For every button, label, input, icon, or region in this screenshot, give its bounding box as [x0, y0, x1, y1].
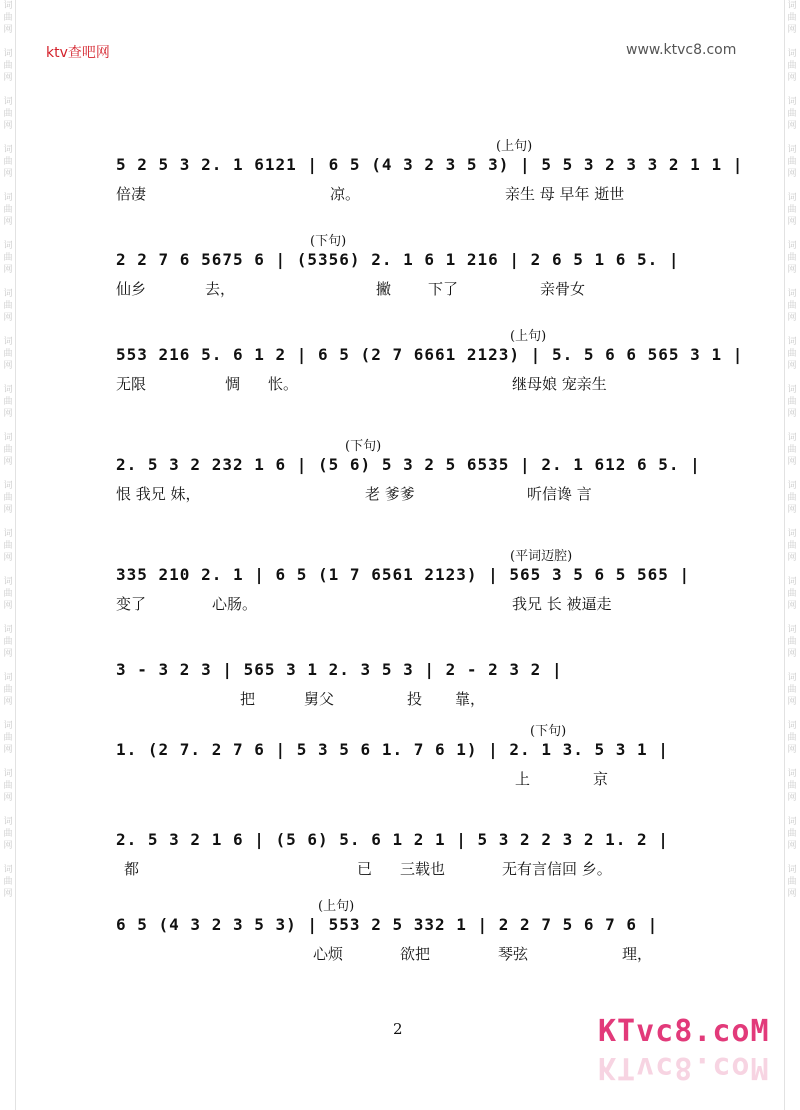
- notation-row: 6 5 (4 3 2 3 5 3) | 553 2 5 332 1 | 2 2 7 5 6 7 6 |: [116, 915, 659, 934]
- score-line-2: [0, 230, 800, 326]
- left-side-watermark: 词 曲 网 词 曲 网 词 曲 网 词 曲 网 词 曲 网 词 曲 网 词 曲 网 词 曲 网 词 曲 网 词 曲 网 词 曲 网 词 曲 网 词 曲 网 词 曲 网 词 曲 网 词 曲 网 词 曲 网 词 曲 网 词 曲 网: [3, 1, 13, 899]
- notation-row: 553 216 5. 6 1 2 | 6 5 (2 7 6661 2123) | 5. 5 6 6 565 3 1 |: [116, 345, 744, 364]
- header-site-name: ktv查吧网: [46, 45, 110, 61]
- score-line-1: [0, 135, 800, 231]
- lyric: 三载也: [400, 860, 446, 878]
- phrase-tag: (上句): [318, 899, 355, 914]
- notation-row: 2. 5 3 2 232 1 6 | (5 6) 5 3 2 5 6535 | 2. 1 612 6 5. |: [116, 455, 701, 474]
- score-line-7: [0, 720, 800, 816]
- lyric: 上: [515, 770, 531, 788]
- phrase-tag: (上句): [496, 139, 533, 154]
- lyric: 京: [593, 770, 609, 788]
- lyric: 欲把: [400, 945, 431, 963]
- lyric: 无有言信回 乡。: [502, 860, 612, 878]
- lyric: 老 爹爹: [365, 485, 415, 503]
- site-logo: KTvc8.coM: [598, 1014, 770, 1049]
- lyric: 怅。: [268, 375, 299, 393]
- lyric: 惆: [225, 375, 241, 393]
- lyric: 心烦: [313, 945, 344, 963]
- lyric: 听信谗 言: [527, 485, 592, 503]
- lyric: 都: [124, 860, 140, 878]
- lyric: 理，: [622, 945, 653, 963]
- lyric: 倍凄: [116, 185, 147, 203]
- header-site-url: www.ktvc8.com: [626, 42, 737, 58]
- notation-row: 3 - 3 2 3 | 565 3 1 2. 3 5 3 | 2 - 2 3 2 |: [116, 660, 563, 679]
- score-line-4: [0, 435, 800, 531]
- phrase-tag: (上句): [510, 329, 547, 344]
- score-line-3: [0, 325, 800, 421]
- score-line-9: [0, 895, 800, 991]
- site-logo-reflection: KTvc8.coM: [598, 1050, 770, 1085]
- lyric: 继母娘 宠亲生: [512, 375, 607, 393]
- notation-row: 2 2 7 6 5675 6 | (5356) 2. 1 6 1 216 | 2 6 5 1 6 5. |: [116, 250, 680, 269]
- lyric: 变了: [116, 595, 147, 613]
- phrase-tag: (下句): [345, 439, 382, 454]
- page-number: 2: [393, 1020, 403, 1038]
- score-line-5: [0, 545, 800, 641]
- right-side-watermark: 词 曲 网 词 曲 网 词 曲 网 词 曲 网 词 曲 网 词 曲 网 词 曲 网 词 曲 网 词 曲 网 词 曲 网 词 曲 网 词 曲 网 词 曲 网 词 曲 网 词 曲 网 词 曲 网 词 曲 网 词 曲 网 词 曲 网: [787, 1, 797, 899]
- phrase-tag: (下句): [310, 234, 347, 249]
- lyric: 把: [240, 690, 256, 708]
- lyric: 我兄 长 被逼走: [512, 595, 612, 613]
- lyric: 靠，: [455, 690, 486, 708]
- score-line-8: [0, 810, 800, 906]
- lyric: 无限: [116, 375, 147, 393]
- lyric: 仙乡: [116, 280, 147, 298]
- notation-row: 335 210 2. 1 | 6 5 (1 7 6561 2123) | 565 3 5 6 5 565 |: [116, 565, 691, 584]
- lyric: 恨 我兄 妹，: [116, 485, 201, 503]
- lyric: 舅父: [304, 690, 335, 708]
- lyric: 心肠。: [212, 595, 258, 613]
- lyric: 撇: [376, 280, 392, 298]
- notation-row: 5 2 5 3 2. 1 6121 | 6 5 (4 3 2 3 5 3) | 5 5 3 2 3 3 2 1 1 |: [116, 155, 744, 174]
- notation-row: 1. (2 7. 2 7 6 | 5 3 5 6 1. 7 6 1) | 2. 1 3. 5 3 1 |: [116, 740, 669, 759]
- lyric: 亲生 母 早年 逝世: [505, 185, 625, 203]
- lyric: 琴弦: [498, 945, 529, 963]
- phrase-tag: (平词迈腔): [510, 549, 573, 564]
- lyric: 投: [407, 690, 423, 708]
- notation-row: 2. 5 3 2 1 6 | (5 6) 5. 6 1 2 1 | 5 3 2 2 3 2 1. 2 |: [116, 830, 669, 849]
- phrase-tag: (下句): [530, 724, 567, 739]
- lyric: 去，: [205, 280, 236, 298]
- lyric: 已: [357, 860, 373, 878]
- lyric: 亲骨女: [540, 280, 586, 298]
- lyric: 下了: [428, 280, 459, 298]
- lyric: 凉。: [330, 185, 361, 203]
